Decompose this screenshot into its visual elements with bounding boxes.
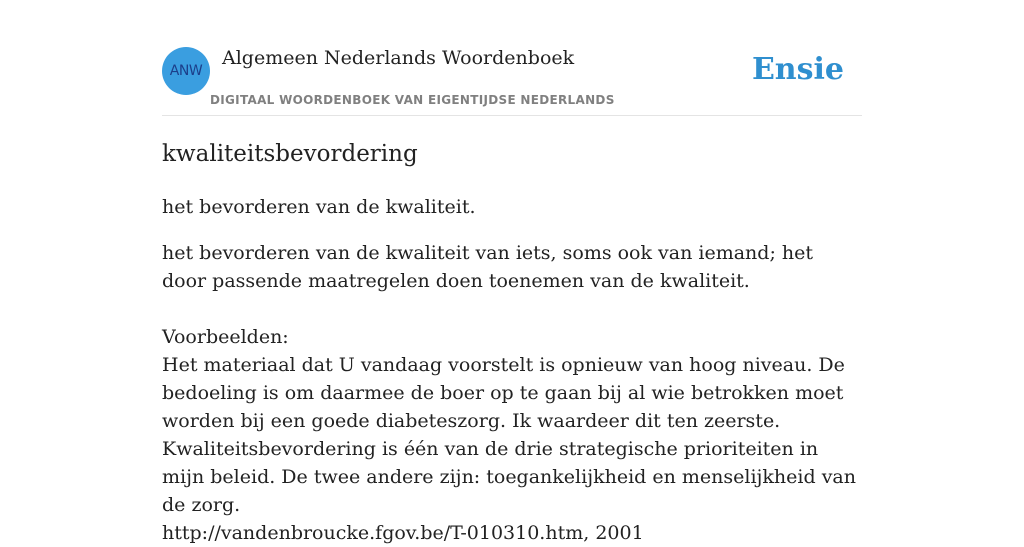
- example-text: Het materiaal dat U vandaag voorstelt is opnieuw van hoog niveau. De bedoeling is om daarmee de boer op te gaan bij al wie betrokken moet worden bij een goede diabeteszorg. Ik waardeer dit ten zeerste. Kwaliteitsbevordering is één van de drie strategische prioriteiten in mijn beleid. De twee andere zijn: toegankelijkheid en menselijkheid van de zorg.: [162, 354, 856, 516]
- logo-text: ANW: [169, 63, 203, 79]
- site-title[interactable]: Algemeen Nederlands Woordenboek: [222, 47, 575, 69]
- full-definition: het bevorderen van de kwaliteit van iets, soms ook van iemand; het door passende maatregelen doen toenemen van de kwaliteit.: [162, 242, 814, 292]
- page-title: kwaliteitsbevordering: [162, 141, 418, 167]
- example-source: http://vandenbroucke.fgov.be/T-010310.htm, 2001: [162, 522, 644, 544]
- header-divider: [162, 115, 862, 116]
- examples-label: Voorbeelden:: [162, 326, 289, 348]
- ensie-brand-logo[interactable]: Ensie: [751, 52, 844, 87]
- entry-page: [162, 0, 862, 544]
- short-definition: het bevorderen van de kwaliteit.: [162, 196, 476, 218]
- definition-body: [162, 239, 862, 547]
- spacer: [162, 295, 862, 323]
- anw-logo[interactable]: [162, 47, 210, 95]
- site-subtitle: DIGITAAL WOORDENBOEK VAN EIGENTIJDSE NEDERLANDS: [210, 93, 615, 107]
